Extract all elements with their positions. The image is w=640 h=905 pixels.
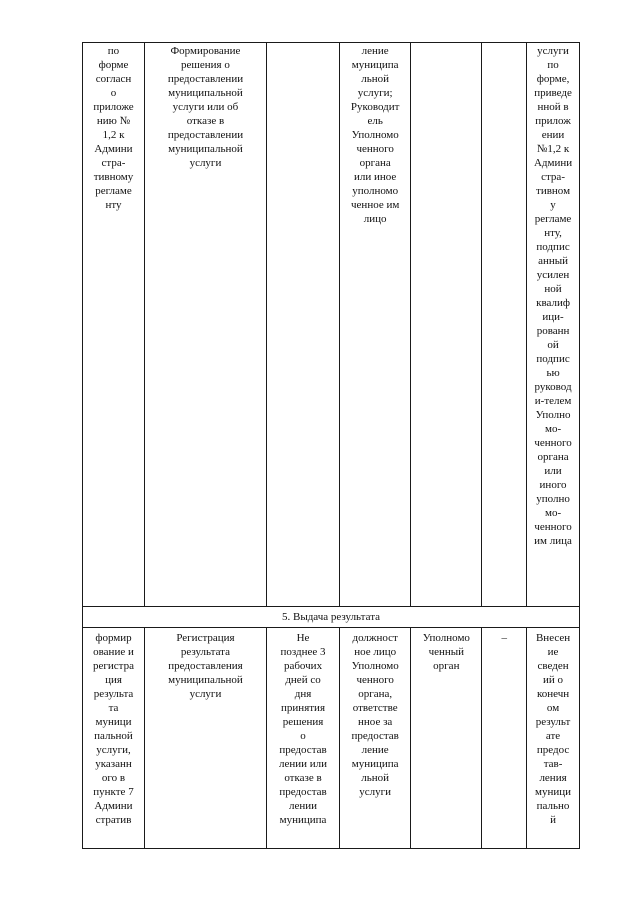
cell-criteria	[482, 43, 527, 607]
section-title: 5. Выдача результата	[83, 607, 580, 628]
cell-place: Уполномо ченный орган	[411, 628, 482, 849]
cell-procedure-content: Формирование решения о предоставлении муниципальной услуги или об отказе в предоставлении муниципальной услуги	[144, 43, 266, 607]
cell-result: Внесен ие сведен ий о конечн ом результ ате предос тав- ления муници пально й	[527, 628, 580, 849]
table-row	[83, 628, 580, 849]
cell-term	[266, 43, 339, 607]
cell-procedure-content: Регистрация результата предоставления муниципальной услуги	[144, 628, 266, 849]
cell-basis: формир ование и регистра ция результа та муници пальной услуги, указанн ого в пункте 7 Админи стратив	[83, 628, 145, 849]
cell-term: Не позднее 3 рабочих дней со дня принятия решения о предостав лении или отказе в предостав лении муниципа	[266, 628, 339, 849]
table-row	[83, 43, 580, 607]
cell-document-form: по форме согласн о приложе нию № 1,2 к Админи стра- тивному регламе нту	[83, 43, 145, 607]
cell-result: услуги по форме, приведе нной в прилож ении №1,2 к Админи стра- тивном у регламе нту, подпис анный усилен ной квалиф ици- рованн ой подпис ью руковод и-телем Уполно мо- ченного органа или иного уполно мо- ченного им лица	[527, 43, 580, 607]
cell-criteria: –	[482, 628, 527, 849]
procedure-table	[82, 42, 580, 849]
document-page	[82, 42, 580, 844]
section-row	[83, 607, 580, 628]
cell-place	[411, 43, 482, 607]
cell-responsible-official: должност ное лицо Уполномо ченного органа, ответстве нное за предостав ление муниципа льной услуги	[340, 628, 411, 849]
cell-responsible-official: ление муниципа льной услуги; Руководит ель Уполномо ченного органа или иное уполномо ченное им лицо	[340, 43, 411, 607]
